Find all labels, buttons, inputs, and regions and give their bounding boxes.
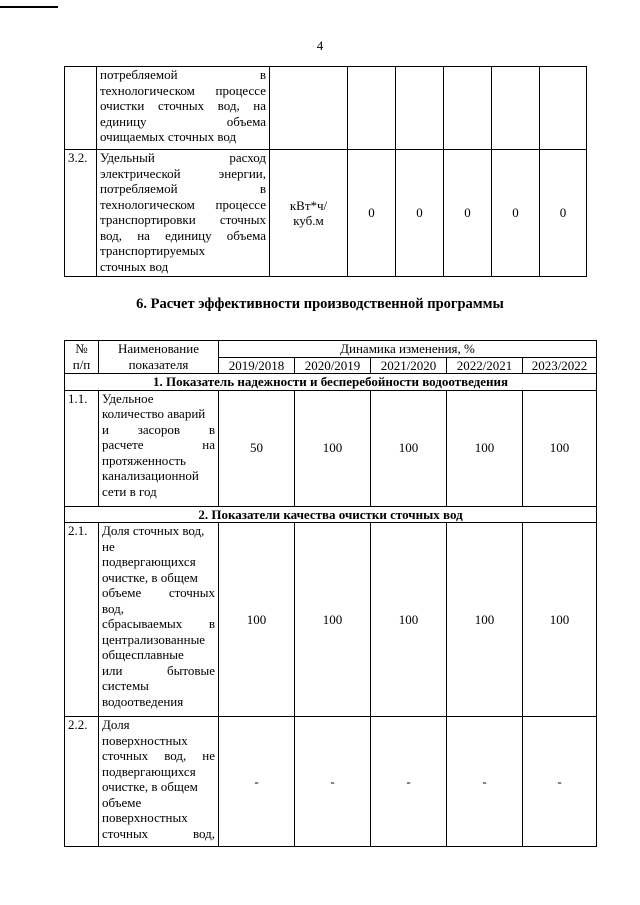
table-row (65, 523, 597, 717)
name-line: транспортируемых (100, 243, 206, 258)
name-line: или бытовые (102, 662, 215, 678)
table-row (65, 717, 597, 847)
value-cell: 0 (540, 150, 587, 277)
name-line: объеме сточных (102, 585, 215, 600)
value-cell: - (447, 717, 523, 847)
value-cell: 100 (295, 390, 371, 506)
value-cell: 0 (396, 150, 444, 277)
header-line: показателя (128, 356, 189, 372)
header-row (65, 341, 597, 358)
value-cell: 100 (523, 390, 597, 506)
section-title-2: 2. Показатели качества очистки сточных вод (65, 506, 597, 523)
indicator-name-cell (99, 390, 219, 506)
name-line: сточных вод (100, 258, 169, 274)
header-dynamics-cell: Динамика изменения, % (219, 341, 597, 358)
header-name-cell (99, 341, 219, 374)
header-year-cell: 2023/2022 (523, 357, 597, 374)
table-row (65, 390, 597, 506)
name-line: очистке, в общем (102, 569, 198, 585)
value-cell: - (219, 717, 295, 847)
name-line: Доля сточных вод, (102, 523, 205, 538)
name-line: централизованные (102, 631, 206, 647)
name-line: системы (102, 678, 149, 693)
efficiency-table (64, 340, 597, 847)
header-line: п/п (72, 356, 91, 372)
unit-cell (270, 150, 348, 277)
name-line: потребляемой в (100, 181, 266, 196)
unit-line: куб.м (293, 213, 324, 228)
table-row (65, 150, 587, 277)
value-cell (492, 67, 540, 150)
name-line: очистке, в общем (102, 779, 198, 794)
name-line: Удельное (102, 390, 154, 406)
value-cell (348, 67, 396, 150)
name-line: технологическом процессе (100, 82, 266, 98)
value-cell: 100 (219, 523, 295, 717)
header-no-cell (65, 341, 99, 374)
section-heading: 6. Расчет эффективности производственной программы (136, 296, 504, 312)
value-cell: - (371, 717, 447, 847)
name-line: очищаемых сточных вод (100, 129, 237, 144)
header-year-cell: 2021/2020 (371, 357, 447, 374)
value-cell (540, 67, 587, 150)
table-row (65, 67, 587, 150)
row-number-cell: 2.2. (65, 717, 99, 847)
value-cell: 50 (219, 390, 295, 506)
name-line: поверхностных (102, 810, 188, 825)
value-cell (444, 67, 492, 150)
name-line: поверхностных (102, 732, 188, 748)
name-line: сточных вод, не (102, 748, 215, 763)
name-line: и засоров в (102, 421, 215, 437)
page-number: 4 (316, 38, 324, 53)
value-cell (396, 67, 444, 150)
value-cell: 100 (447, 523, 523, 717)
indicator-name-cell (99, 717, 219, 847)
name-line: количество аварий (102, 406, 206, 421)
name-line: водоотведения (102, 693, 184, 709)
value-cell: - (523, 717, 597, 847)
header-year-cell: 2020/2019 (295, 357, 371, 374)
row-number-cell: 3.2. (65, 150, 97, 277)
header-line: Наименование (118, 341, 199, 356)
name-line: единицу объема (100, 113, 266, 129)
value-cell: 0 (492, 150, 540, 277)
name-line: Удельный расход (100, 150, 266, 165)
header-year-cell: 2022/2021 (447, 357, 523, 374)
header-year-cell: 2019/2018 (219, 357, 295, 374)
value-cell: - (295, 717, 371, 847)
row-number-cell: 2.1. (65, 523, 99, 717)
name-line: сточных вод, (102, 825, 215, 841)
top-table (64, 66, 587, 277)
value-cell: 0 (348, 150, 396, 277)
name-line: подвергающихся (102, 554, 196, 569)
row-number-cell: 1.1. (65, 390, 99, 506)
corner-mark (0, 6, 58, 8)
name-line: технологическом процессе (100, 196, 266, 212)
name-line: вод, на единицу объема (100, 227, 266, 243)
section-title-1: 1. Показатель надежности и бесперебойности водоотведения (65, 374, 597, 391)
name-line: объеме (102, 794, 142, 810)
value-cell: 100 (371, 390, 447, 506)
row-number-cell (65, 67, 97, 150)
name-line: расчете на (102, 437, 215, 452)
value-cell: 100 (523, 523, 597, 717)
name-line: подвергающихся (102, 763, 196, 779)
value-cell: 100 (371, 523, 447, 717)
name-line: потребляемой в (100, 67, 266, 82)
value-cell: 100 (295, 523, 371, 717)
name-line: сбрасываемых в (102, 616, 215, 631)
indicator-name-cell (97, 67, 270, 150)
name-line: сети в год (102, 483, 157, 499)
name-line: транспортировки сточных (100, 212, 266, 227)
name-line: канализационной (102, 468, 199, 483)
indicator-name-cell (97, 150, 270, 277)
section-row (65, 506, 597, 523)
header-line: № (75, 341, 88, 356)
value-cell: 0 (444, 150, 492, 277)
name-line: очистки сточных вод, на (100, 98, 266, 113)
name-line: общесплавные (102, 647, 184, 662)
value-cell: 100 (447, 390, 523, 506)
name-line: Доля (102, 717, 130, 732)
unit-cell (270, 67, 348, 150)
name-line: протяженность (102, 452, 186, 468)
name-line: электрической энергии, (100, 165, 266, 181)
unit-line: кВт*ч/ (289, 197, 328, 213)
indicator-name-cell (99, 523, 219, 717)
name-line: не (102, 538, 115, 554)
section-row (65, 374, 597, 391)
name-line: вод, (102, 600, 125, 616)
